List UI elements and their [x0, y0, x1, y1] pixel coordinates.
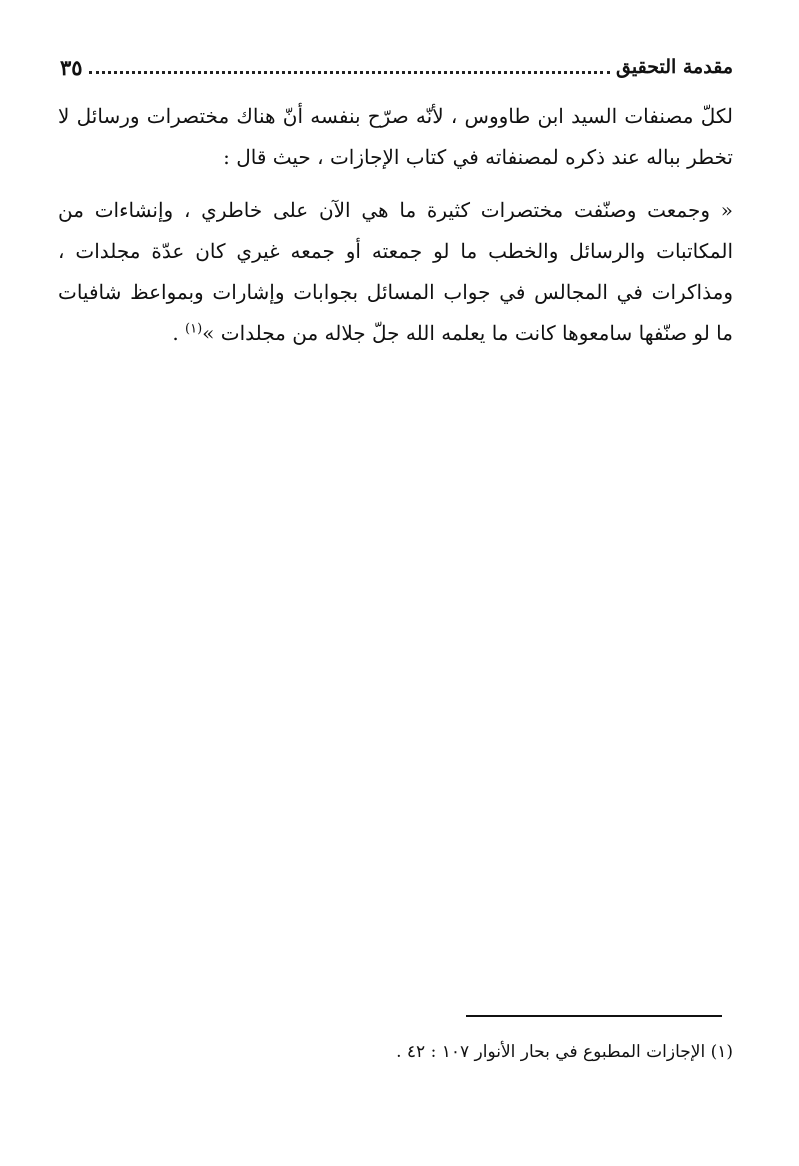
- paragraph-intro: لكلّ مصنفات السيد ابن طاووس ، لأنّه صرّح بنفسه أنّ هناك مختصرات ورسائل لا تخطر بباله عند ذكره لمصنفاته في كتاب الإجازات ، حيث قال :: [58, 104, 733, 169]
- quotation-tail: .: [172, 321, 186, 345]
- page-number: ٣٥: [60, 54, 83, 80]
- page-header: [60, 50, 733, 84]
- footnote-separator: [466, 1015, 722, 1017]
- quotation-text: « وجمعت وصنّفت مختصرات كثيرة ما هي الآن على خاطري ، وإنشاءات من المكاتبات والرسائل والخطب ما لو جمعته أو جمعه غيري كان عدّة مجلدات ، ومذاكرات في المجالس في جواب المسائل بجوابات وإشارات وبمواعظ شافيات ما لو صنّفها سامعوها كانت ما يعلمه الله جلّ جلاله من مجلدات »: [58, 198, 733, 345]
- paragraph-quotation: [58, 190, 733, 354]
- main-text: [58, 96, 733, 354]
- footnote-marker: (١): [185, 321, 203, 337]
- header-dot-leader: [89, 71, 610, 74]
- footnote: (١) الإجازات المطبوع في بحار الأنوار ١٠٧ : ٤٢ .: [396, 1042, 733, 1062]
- running-title: مقدمة التحقيق: [616, 56, 733, 78]
